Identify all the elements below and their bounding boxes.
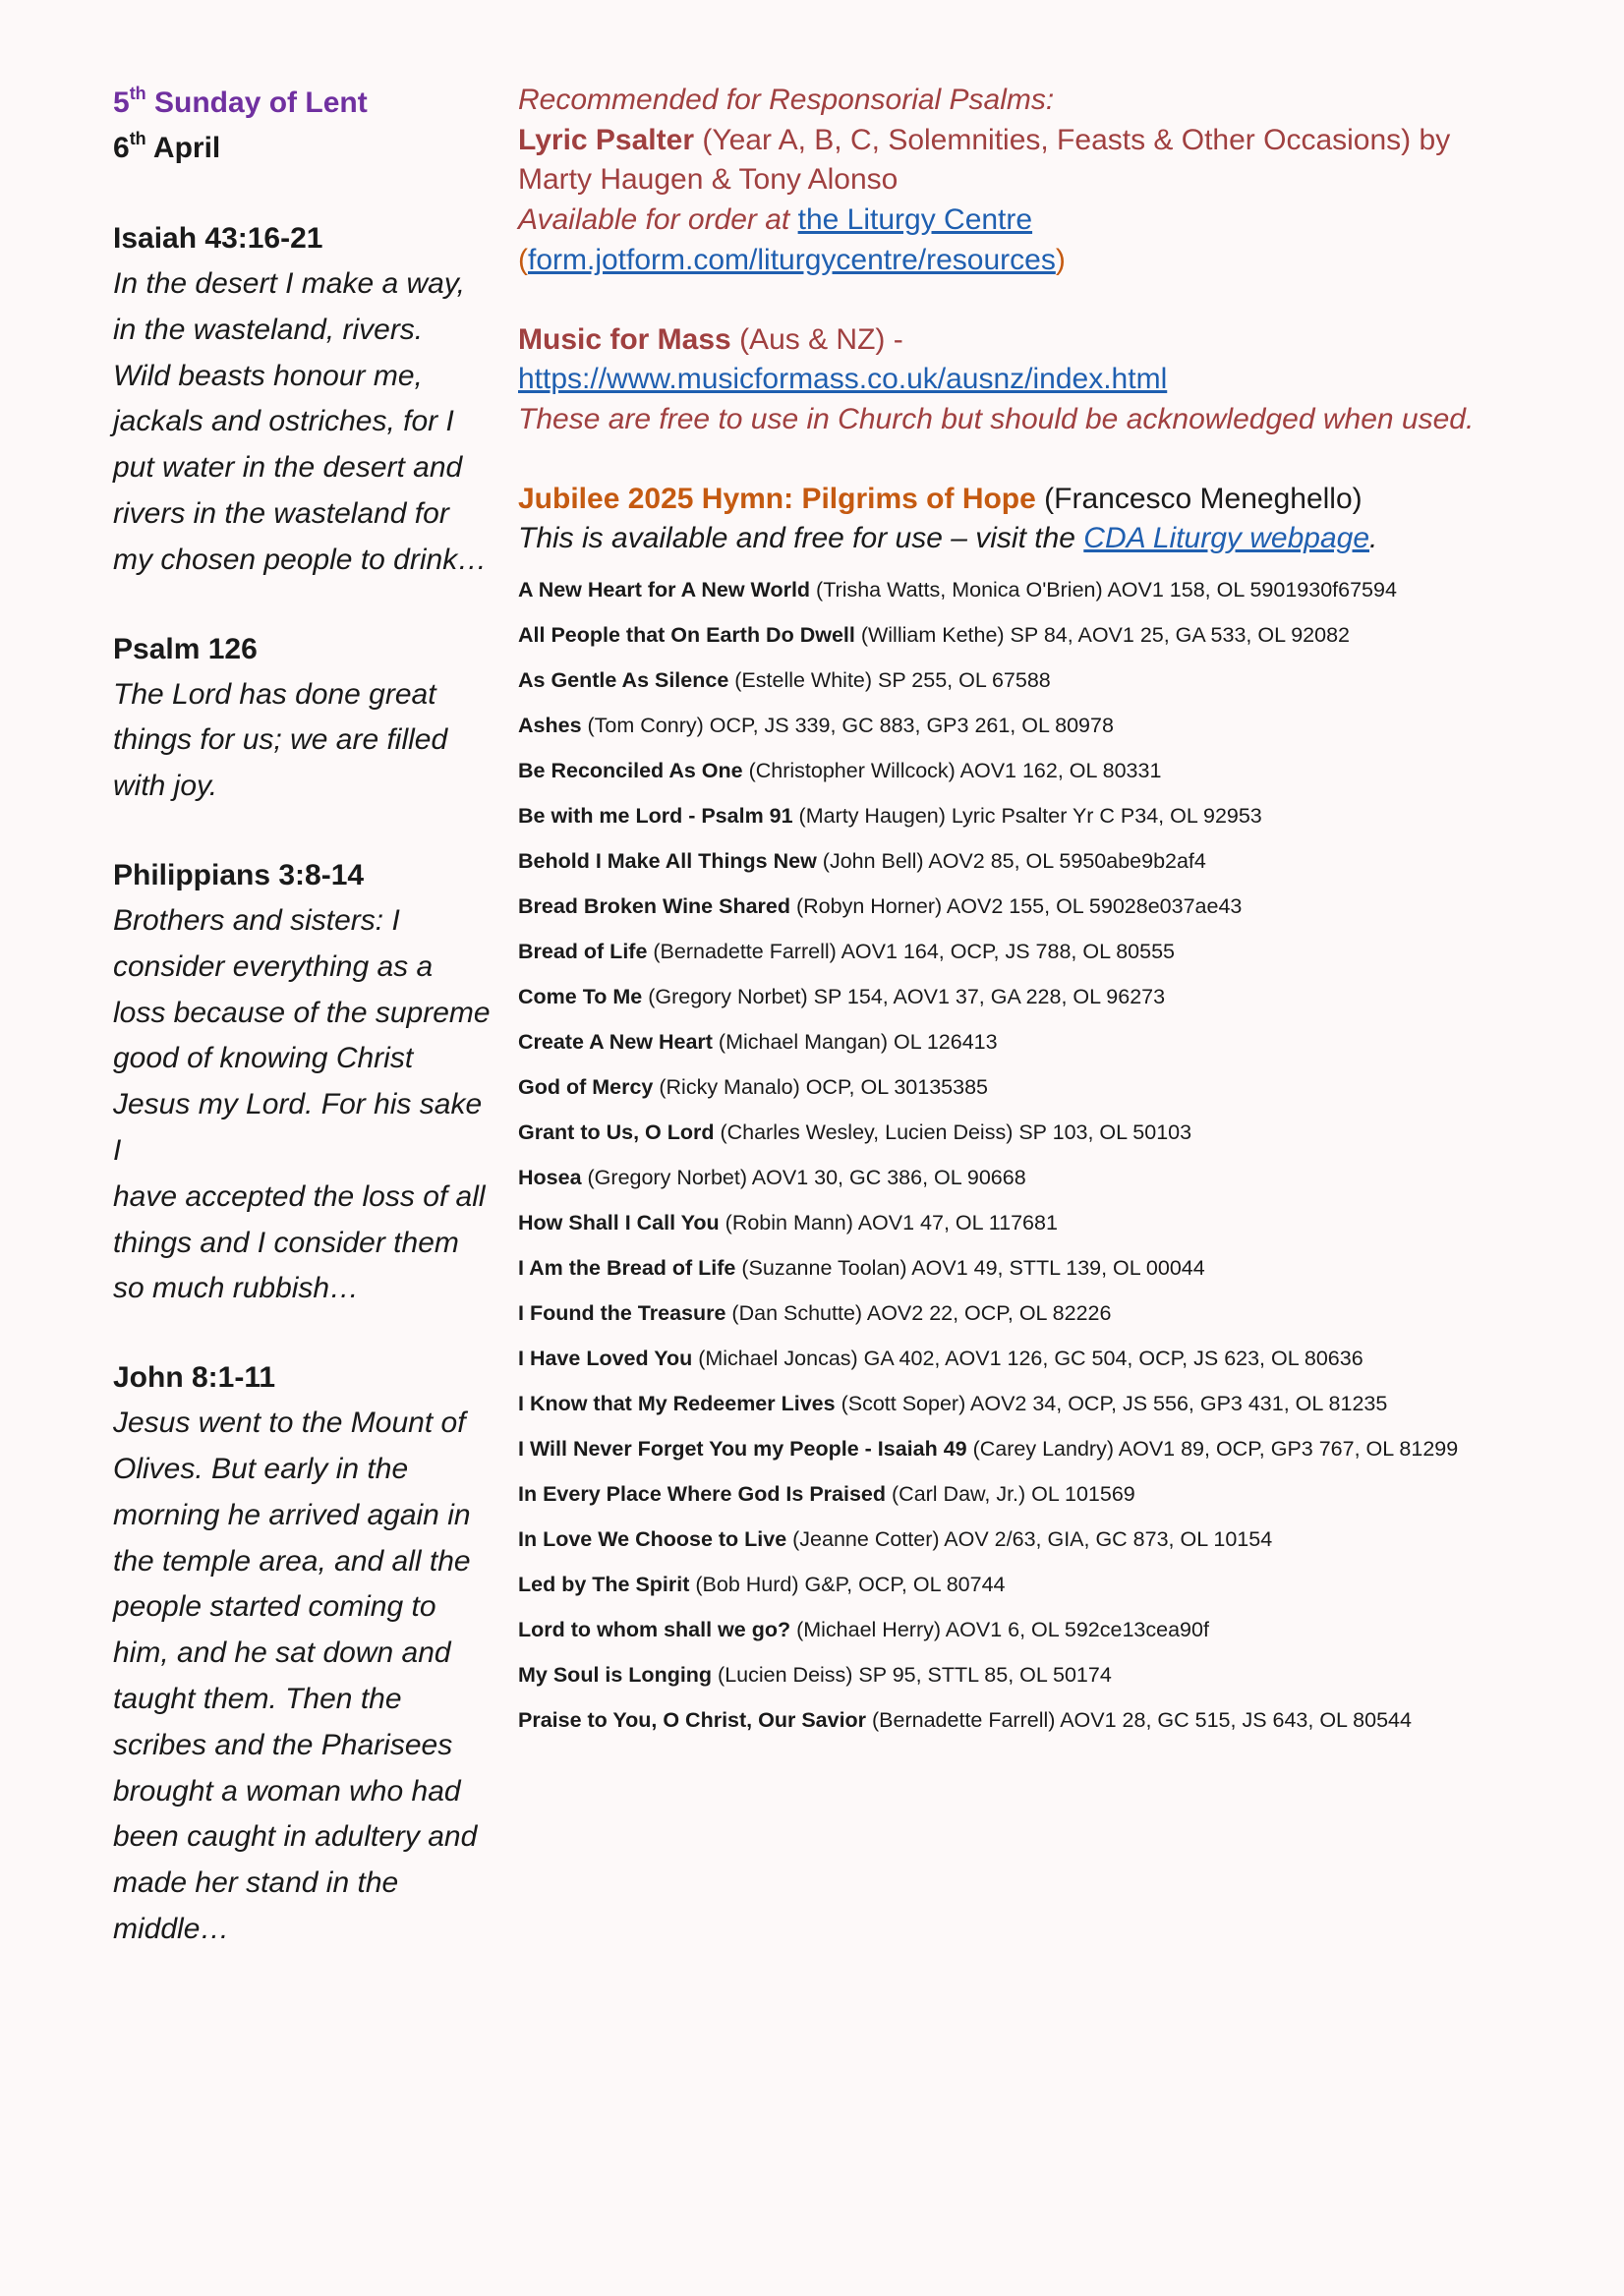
reading-excerpt-line: Jesus my Lord. For his sake I (113, 1088, 483, 1167)
hymn-item (518, 1336, 1501, 1381)
hymn-info: (Dan Schutte) AOV2 22, OCP, OL 82226 (725, 1301, 1112, 1326)
hymn-info: (Robyn Horner) AOV2 155, OL 59028e037ae43 (790, 894, 1243, 919)
reading-excerpt-line: morning he arrived again in (113, 1498, 471, 1531)
hymn-title: Led by The Spirit (518, 1573, 690, 1597)
reading-excerpt-line: him, and he sat down and (113, 1636, 451, 1670)
hymn-info: (Bernadette Farrell) AOV1 28, GC 515, JS 643, OL 80544 (866, 1708, 1412, 1733)
jubilee-heading: Jubilee 2025 Hymn: Pilgrims of Hope (Francesco Meneghello) (518, 482, 1363, 515)
reading-excerpt-line: taught them. Then the (113, 1682, 402, 1715)
hymn-title: Behold I Make All Things New (518, 849, 817, 874)
hymn-info: (Jeanne Cotter) AOV 2/63, GIA, GC 873, OL 10154 (786, 1527, 1273, 1552)
reading-section (113, 216, 496, 584)
reading-excerpt-line: Jesus went to the Mount of (113, 1406, 466, 1440)
liturgy-centre-link[interactable]: the Liturgy Centre (797, 203, 1033, 237)
jubilee-section (518, 480, 1501, 559)
reading-excerpt-line: consider everything as a (113, 949, 434, 983)
hymn-item (518, 612, 1501, 658)
hymn-info: (William Kethe) SP 84, AOV1 25, GA 533, OL 92082 (854, 623, 1350, 648)
hymn-title: Bread of Life (518, 940, 648, 964)
reading-excerpt-line: Olives. But early in the (113, 1452, 409, 1485)
hymn-title: How Shall I Call You (518, 1211, 720, 1235)
hymn-item (518, 658, 1501, 703)
reading-excerpt-line: good of knowing Christ (113, 1042, 414, 1075)
hymn-info: (Marty Haugen) Lyric Psalter Yr C P34, OL 92953 (792, 804, 1262, 829)
hymn-item (518, 1426, 1501, 1471)
hymn-title: I Am the Bread of Life (518, 1256, 736, 1281)
lyric-psalter-line: Lyric Psalter (Year A, B, C, Solemnities, Feasts & Other Occasions) by (518, 123, 1451, 156)
music-for-mass-section (518, 320, 1501, 440)
hymn-title: I Know that My Redeemer Lives (518, 1392, 836, 1416)
lyric-psalter-title: Lyric Psalter (518, 123, 694, 156)
reading-excerpt-line: The Lord has done great (113, 677, 436, 711)
hymn-title: All People that On Earth Do Dwell (518, 623, 855, 648)
hymn-info: (Gregory Norbet) SP 154, AOV1 37, GA 228, OL 96273 (642, 985, 1166, 1009)
hymn-info: (John Bell) AOV2 85, OL 5950abe9b2af4 (816, 849, 1206, 874)
hymn-item (518, 1245, 1501, 1291)
occasion-title: 5th Sunday of Lent (113, 84, 368, 119)
hymn-title: Be with me Lord - Psalm 91 (518, 804, 793, 829)
hymn-item (518, 929, 1501, 974)
hymn-item (518, 1110, 1501, 1155)
order-line: Available for order at the Liturgy Centre (518, 203, 1033, 237)
hymn-title: Hosea (518, 1166, 582, 1190)
hymn-item (518, 1200, 1501, 1245)
hymn-info: (Michael Mangan) OL 126413 (712, 1030, 998, 1055)
reading-excerpt-line: people started coming to (113, 1590, 436, 1624)
reading-reference: Isaiah 43:16-21 (113, 222, 323, 255)
hymn-info: (Christopher Willcock) AOV1 162, OL 80331 (742, 759, 1162, 783)
hymn-info: (Michael Joncas) GA 402, AOV1 126, GC 504, OCP, JS 623, OL 80636 (692, 1347, 1363, 1371)
hymn-info: (Bernadette Farrell) AOV1 164, OCP, JS 788, OL 80555 (647, 940, 1176, 964)
hymn-info: (Trisha Watts, Monica O'Brien) AOV1 158, OL 5901930f67594 (810, 578, 1397, 603)
hymn-info: (Ricky Manalo) OCP, OL 30135385 (653, 1075, 988, 1100)
reading-excerpt-line: jackals and ostriches, for I (113, 405, 454, 438)
reading-reference: Philippians 3:8-14 (113, 858, 365, 891)
reading-excerpt-line: with joy. (113, 770, 218, 803)
hymn-info: (Tom Conry) OCP, JS 339, GC 883, GP3 261, OL 80978 (581, 714, 1114, 738)
hymn-info: (Suzanne Toolan) AOV1 49, STTL 139, OL 00044 (735, 1256, 1205, 1281)
hymn-list (518, 567, 1501, 1743)
hymn-item (518, 793, 1501, 838)
reading-excerpt-line: Brothers and sisters: I (113, 903, 400, 937)
hymn-title: God of Mercy (518, 1075, 654, 1100)
psalms-section (518, 81, 1501, 281)
hymn-item (518, 1652, 1501, 1697)
reading-excerpt-line: Wild beasts honour me, (113, 359, 423, 392)
reading-excerpt-line: my chosen people to drink… (113, 543, 488, 576)
hymn-title: I Found the Treasure (518, 1301, 726, 1326)
hymn-item (518, 974, 1501, 1019)
hymn-item (518, 703, 1501, 748)
reading-section (113, 627, 496, 810)
occasion-date: 6th April (113, 129, 221, 164)
hymn-title: Praise to You, O Christ, Our Savior (518, 1708, 867, 1733)
reading-excerpt-line: so much rubbish… (113, 1272, 360, 1305)
reading-excerpt-line: In the desert I make a way, (113, 267, 465, 300)
hymn-item (518, 1562, 1501, 1607)
hymn-item (518, 1064, 1501, 1110)
reading-excerpt-line: the temple area, and all the (113, 1544, 471, 1578)
hymn-info: (Charles Wesley, Lucien Deiss) SP 103, OL 50103 (714, 1120, 1192, 1145)
hymn-info: (Carl Daw, Jr.) OL 101569 (886, 1482, 1135, 1507)
hymn-title: Grant to Us, O Lord (518, 1120, 715, 1145)
hymn-item (518, 1381, 1501, 1426)
reading-excerpt-line: things for us; we are filled (113, 723, 448, 757)
reading-section (113, 853, 496, 1312)
reading-section (113, 1355, 496, 1953)
reading-excerpt-line: things and I consider them (113, 1226, 459, 1259)
jubilee-note: This is available and free for use – visit the CDA Liturgy webpage. (518, 522, 1378, 555)
hymn-info: (Michael Herry) AOV1 6, OL 592ce13cea90f (790, 1618, 1209, 1642)
hymn-title: Ashes (518, 714, 582, 738)
hymn-item (518, 1019, 1501, 1064)
lyric-psalter-authors: Marty Haugen & Tony Alonso (518, 163, 899, 197)
reading-reference: Psalm 126 (113, 632, 258, 665)
hymn-title: Lord to whom shall we go? (518, 1618, 791, 1642)
hymn-title: I Have Loved You (518, 1347, 693, 1371)
reading-excerpt-line: scribes and the Pharisees (113, 1728, 453, 1761)
hymn-title: A New Heart for A New World (518, 578, 811, 603)
hymn-item (518, 1697, 1501, 1743)
mfm-note: These are free to use in Church but should be acknowledged when used. (518, 402, 1475, 435)
hymn-info: (Bob Hurd) G&P, OCP, OL 80744 (689, 1573, 1006, 1597)
hymn-item (518, 1155, 1501, 1200)
hymn-title: Bread Broken Wine Shared (518, 894, 790, 919)
hymn-item (518, 1517, 1501, 1562)
hymn-title: In Every Place Where God Is Praised (518, 1482, 887, 1507)
hymn-item (518, 1471, 1501, 1517)
reading-reference: John 8:1-11 (113, 1361, 276, 1395)
mfm-link[interactable]: https://www.musicformass.co.uk/ausnz/index.html (518, 363, 1168, 396)
hymn-info: (Scott Soper) AOV2 34, OCP, JS 556, GP3 431, OL 81235 (835, 1392, 1388, 1416)
hymn-info: (Estelle White) SP 255, OL 67588 (728, 668, 1051, 693)
form-link-line: (form.jotform.com/liturgycentre/resources) (518, 243, 1066, 276)
hymn-item (518, 1607, 1501, 1652)
reading-excerpt-line: rivers in the wasteland for (113, 496, 449, 530)
reading-excerpt-line: put water in the desert and (113, 451, 463, 485)
reading-excerpt-line: middle… (113, 1912, 230, 1945)
hymn-info: (Gregory Norbet) AOV1 30, GC 386, OL 90668 (581, 1166, 1026, 1190)
hymn-title: In Love We Choose to Live (518, 1527, 787, 1552)
hymn-item (518, 1291, 1501, 1336)
reading-excerpt-line: made her stand in the (113, 1866, 399, 1900)
hymn-info: (Carey Landry) AOV1 89, OCP, GP3 767, OL 81299 (966, 1437, 1459, 1462)
hymn-item (518, 567, 1501, 612)
reading-excerpt-line: loss because of the supreme (113, 996, 491, 1029)
mfm-heading: Music for Mass (Aus & NZ) - (518, 322, 903, 356)
hymn-title: Create A New Heart (518, 1030, 713, 1055)
hymn-title: Come To Me (518, 985, 643, 1009)
cda-liturgy-link[interactable]: CDA Liturgy webpage (1083, 522, 1370, 555)
reading-excerpt-line: have accepted the loss of all (113, 1179, 486, 1213)
hymn-info: (Lucien Deiss) SP 95, STTL 85, OL 50174 (712, 1663, 1112, 1688)
reading-excerpt-line: been caught in adultery and (113, 1820, 478, 1854)
readings-column (113, 81, 496, 1953)
jotform-link[interactable]: form.jotform.com/liturgycentre/resources (528, 243, 1056, 276)
hymn-info: (Robin Mann) AOV1 47, OL 117681 (719, 1211, 1058, 1235)
hymn-item (518, 884, 1501, 929)
hymn-title: As Gentle As Silence (518, 668, 729, 693)
reading-excerpt-line: brought a woman who had (113, 1774, 461, 1808)
reading-excerpt-line: in the wasteland, rivers. (113, 313, 424, 346)
music-column (518, 81, 1501, 1743)
hymn-item (518, 748, 1501, 793)
hymn-title: My Soul is Longing (518, 1663, 713, 1688)
hymn-title: I Will Never Forget You my People - Isaiah 49 (518, 1437, 967, 1462)
psalms-intro: Recommended for Responsorial Psalms: (518, 84, 1055, 116)
readings-list (113, 216, 496, 1953)
hymn-item (518, 838, 1501, 884)
hymn-title: Be Reconciled As One (518, 759, 743, 783)
